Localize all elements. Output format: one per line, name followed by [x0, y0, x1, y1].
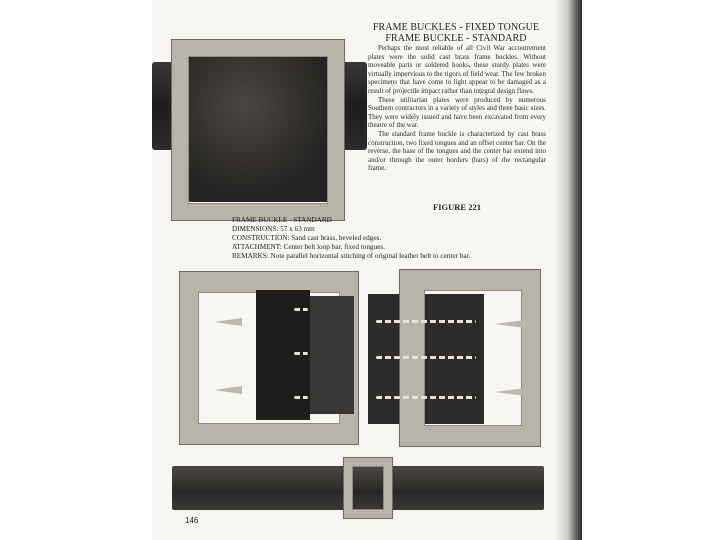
stitching-left-2: [294, 352, 308, 355]
caption-construction: CONSTRUCTION: Sand cast brass, beveled edges.: [232, 234, 382, 242]
stitching-left-1: [294, 308, 308, 311]
photo-buckle-reverse: [176, 268, 546, 450]
stitching-right-3: [376, 396, 476, 399]
figure-caption: [232, 216, 562, 261]
belt-end-left: [310, 296, 354, 414]
caption-title: FRAME BUCKLE - STANDARD: [232, 216, 332, 224]
tongue-lower-left: [214, 386, 242, 394]
photo-full-belt: [172, 456, 544, 518]
tongue-lower-right: [494, 388, 526, 396]
buckle-frame: [172, 40, 344, 220]
stitching-right-2: [376, 356, 476, 359]
section-heading: [364, 22, 548, 44]
paragraph-1: Perhaps the most reliable of all Civil War accoutrement plates were the solid cast brass frame buckles. Without moveable parts or soldered hooks, these sturdy plates were virtually impervious to the rigors of field wear. The few broken specimens that have come to light appear to be damaged as a result of projectile impact rather than integral design flaws.: [368, 44, 546, 95]
page-number: 146: [185, 516, 199, 525]
background-margin: [582, 0, 720, 540]
paragraph-3: The standard frame buckle is characterized by cast brass construction, two fixed tongues and an offset center bar. On the reverse, the base of the tongues and the center bar extend into and/or through the outer borders (bars) of the rectangular frame.: [368, 129, 546, 173]
heading-line-2: FRAME BUCKLE - STANDARD: [385, 33, 527, 44]
book-spine-shadow: [556, 0, 582, 540]
stitching-left-3: [294, 396, 308, 399]
caption-remarks: REMARKS: Note parallel horizontal stitching of original leather belt to center bar.: [232, 252, 471, 260]
caption-dimensions: DIMENSIONS: 57 x 63 mm: [232, 225, 315, 233]
full-belt-buckle: [344, 458, 392, 518]
caption-attachment: ATTACHMENT: Center belt loop bar, fixed tongues.: [232, 243, 385, 251]
photo-buckle-front: [152, 38, 367, 223]
paragraph-2: These utilitarian plates were produced by numerous Southern contractors in a variety of styles and three basic sizes. They were widely issued and have been excavated from every theatre of the war.: [368, 95, 546, 130]
heading-line-1: FRAME BUCKLES - FIXED TONGUE: [372, 22, 540, 33]
tongue-upper-right: [494, 320, 526, 328]
tongue-upper-left: [214, 318, 242, 326]
body-text: [368, 44, 546, 173]
figure-label: FIGURE 221: [433, 202, 481, 212]
stitching-right-1: [376, 320, 476, 323]
